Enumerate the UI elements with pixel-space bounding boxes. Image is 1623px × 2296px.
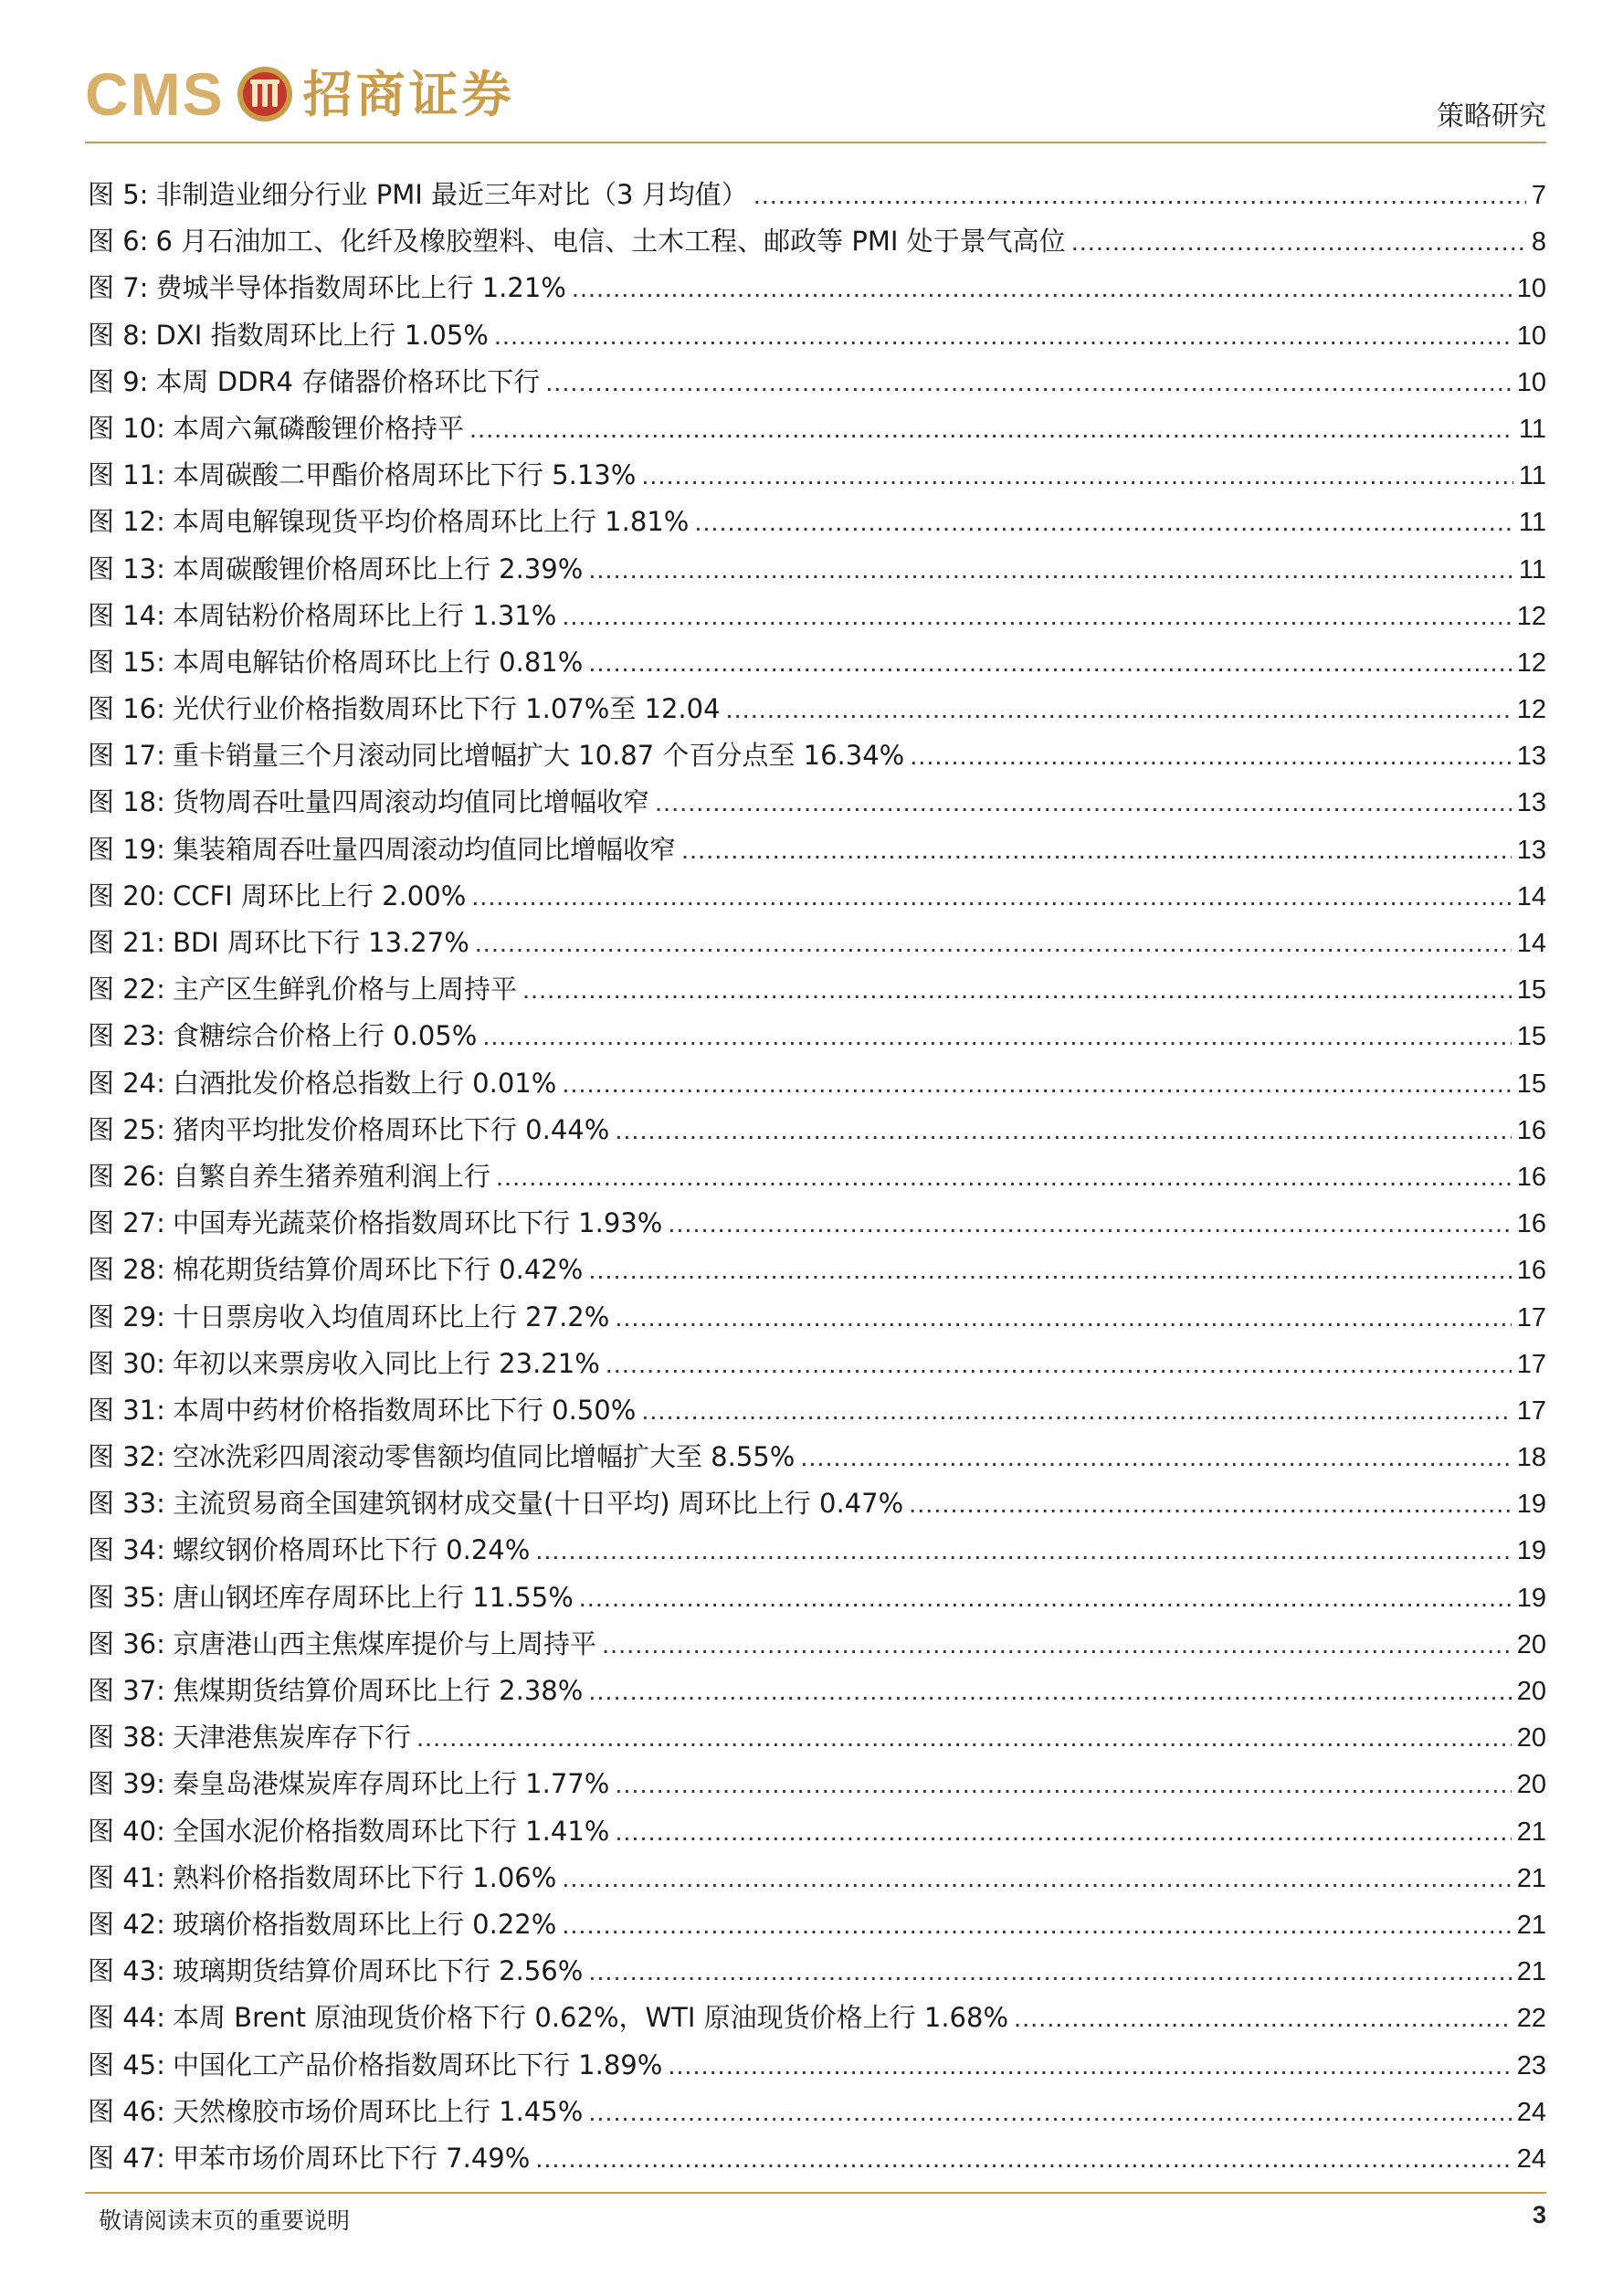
page-ref: 19 xyxy=(1516,1536,1546,1566)
toc-entry-text xyxy=(88,312,489,360)
dot-leader xyxy=(579,1575,1512,1622)
toc-entry[interactable] xyxy=(88,1153,1546,1200)
toc-entry-text xyxy=(88,405,464,453)
page-ref: 20 xyxy=(1516,1723,1546,1754)
page-ref: 15 xyxy=(1516,975,1546,1006)
dot-leader xyxy=(1014,1996,1512,2042)
page-ref: 11 xyxy=(1518,508,1546,538)
figure-title: 自繁自养生猪养殖利润上行 xyxy=(172,1160,490,1192)
cms-logo-mark-icon xyxy=(236,65,294,123)
figure-number: 图 10: xyxy=(88,412,165,444)
toc-entry-text xyxy=(88,546,583,594)
page-ref: 21 xyxy=(1516,1910,1546,1940)
figure-number: 图 13: xyxy=(88,553,165,585)
figure-number: 图 47: xyxy=(88,2142,165,2174)
toc-entry-text xyxy=(88,2089,583,2136)
toc-entry[interactable] xyxy=(88,452,1546,499)
dot-leader xyxy=(909,1481,1512,1528)
toc-entry-text xyxy=(88,1341,600,1388)
page-ref: 16 xyxy=(1516,1162,1546,1192)
figure-number: 图 44: xyxy=(88,2002,165,2034)
toc-entry[interactable] xyxy=(88,1247,1546,1293)
toc-entry-text xyxy=(88,1387,636,1435)
page-ref: 17 xyxy=(1516,1302,1546,1332)
dot-leader xyxy=(602,1622,1512,1669)
toc-entry[interactable] xyxy=(88,265,1546,311)
dot-leader xyxy=(668,1201,1511,1248)
page-ref: 14 xyxy=(1516,929,1546,958)
dot-leader xyxy=(471,874,1511,921)
toc-entry[interactable] xyxy=(88,593,1546,639)
dot-leader xyxy=(694,500,1513,546)
dot-leader xyxy=(562,594,1511,640)
toc-entry-text xyxy=(88,827,676,874)
figure-title: 本周碳酸锂价格周环比上行 2.39% xyxy=(172,553,584,585)
logo-chinese-text: 招商证券 xyxy=(302,65,515,123)
figure-title: 6 月石油加工、化纤及橡胶塑料、电信、土木工程、邮政等 PMI 处于景气高位 xyxy=(155,226,1066,258)
dot-leader xyxy=(726,687,1512,733)
toc-entry[interactable] xyxy=(88,218,1546,265)
toc-entry-text xyxy=(88,1294,609,1342)
toc-entry[interactable] xyxy=(88,1341,1546,1387)
header-divider xyxy=(85,142,1546,143)
figure-title: 白酒批发价格总指数上行 0.01% xyxy=(172,1067,557,1099)
page-ref: 7 xyxy=(1531,181,1546,210)
figure-number: 图 32: xyxy=(88,1441,165,1473)
dot-leader xyxy=(475,921,1512,967)
dot-leader xyxy=(615,1809,1511,1856)
toc-entry[interactable] xyxy=(88,827,1546,873)
figure-number: 图 38: xyxy=(88,1722,165,1754)
toc-entry-text xyxy=(88,1013,477,1060)
figure-title: 年初以来票房收入同比上行 23.21% xyxy=(172,1347,600,1379)
disclaimer-note: 敬请阅读末页的重要说明 xyxy=(99,2207,351,2234)
figure-title: 甲苯市场价周环比下行 7.49% xyxy=(172,2142,531,2174)
toc-entry-text xyxy=(88,779,649,827)
figure-title: 主流贸易商全国建筑钢材成交量(十日平均) 周环比上行 0.47% xyxy=(172,1488,904,1520)
dot-leader xyxy=(606,1342,1512,1388)
page-ref: 18 xyxy=(1516,1443,1546,1473)
page-ref: 22 xyxy=(1516,2004,1546,2034)
figure-title: 天然橡胶市场价周环比上行 1.45% xyxy=(172,2095,584,2127)
toc-entry[interactable] xyxy=(88,1480,1546,1527)
dot-leader xyxy=(482,1014,1511,1060)
toc-entry-text xyxy=(88,1808,609,1856)
figure-title: 秦皇岛港煤炭库存周环比上行 1.77% xyxy=(172,1768,610,1800)
toc-entry-text xyxy=(88,359,540,406)
toc-entry[interactable] xyxy=(88,2089,1546,2135)
dot-leader xyxy=(588,547,1513,594)
figure-title: 本周电解镍现货平均价格周环比上行 1.81% xyxy=(172,506,690,538)
figure-title: 货物周吞吐量四周滚动均值同比增幅收窄 xyxy=(172,786,649,818)
figure-number: 图 17: xyxy=(88,740,165,772)
figure-number: 图 23: xyxy=(88,1020,165,1052)
figure-number: 图 41: xyxy=(88,1861,165,1893)
toc-entry-text xyxy=(88,966,517,1014)
figure-title: 中国化工产品价格指数周环比下行 1.89% xyxy=(172,2048,663,2080)
figure-title: 猪肉平均批发价格周环比下行 0.44% xyxy=(172,1113,610,1145)
figure-number: 图 28: xyxy=(88,1254,165,1286)
figure-title: 本周六氟磷酸锂价格持平 xyxy=(172,412,464,444)
toc-entry-text xyxy=(88,1060,556,1108)
toc-entry[interactable] xyxy=(88,2042,1546,2089)
figure-title: 全国水泥价格指数周环比下行 1.41% xyxy=(172,1815,610,1847)
toc-entry[interactable] xyxy=(88,312,1546,359)
figure-title: 空冰洗彩四周滚动零售额均值同比增幅扩大至 8.55% xyxy=(172,1441,796,1473)
page-ref: 11 xyxy=(1518,461,1546,491)
figure-number: 图 24: xyxy=(88,1067,165,1099)
dot-leader xyxy=(754,173,1526,219)
page-ref: 10 xyxy=(1516,367,1546,397)
toc-entry-text xyxy=(88,1200,662,1248)
toc-entry[interactable] xyxy=(88,405,1546,452)
toc-entry[interactable] xyxy=(88,779,1546,826)
figure-title: 十日票房收入均值周环比上行 27.2% xyxy=(172,1301,610,1332)
page-ref: 16 xyxy=(1516,1256,1546,1286)
dot-leader xyxy=(535,1528,1511,1575)
dot-leader xyxy=(655,780,1512,827)
toc-entry-text xyxy=(88,1855,556,1902)
figure-title: 集装箱周吞吐量四周滚动均值同比增幅收窄 xyxy=(172,833,676,865)
dot-leader xyxy=(588,640,1511,687)
toc-entry[interactable] xyxy=(88,920,1546,966)
toc-entry-text xyxy=(88,1527,530,1575)
dot-leader xyxy=(668,2043,1511,2090)
page-ref: 21 xyxy=(1516,1957,1546,1987)
dot-leader xyxy=(615,1762,1511,1808)
figure-title: 食糖综合价格上行 0.05% xyxy=(172,1020,478,1052)
page-ref: 13 xyxy=(1516,742,1546,772)
figure-number: 图 14: xyxy=(88,599,165,631)
page-ref: 17 xyxy=(1516,1396,1546,1426)
footer-divider xyxy=(85,2192,1546,2194)
figure-title: 本周碳酸二甲酯价格周环比下行 5.13% xyxy=(172,459,637,491)
toc-entry[interactable] xyxy=(88,1013,1546,1059)
toc-entry[interactable] xyxy=(88,639,1546,686)
figure-number: 图 36: xyxy=(88,1627,165,1659)
page-header xyxy=(85,53,1546,144)
figure-title: 主产区生鲜乳价格与上周持平 xyxy=(172,974,517,1006)
dot-leader xyxy=(522,967,1512,1014)
figure-number: 图 18: xyxy=(88,786,165,818)
page-ref: 11 xyxy=(1518,554,1546,585)
page-ref: 21 xyxy=(1516,1863,1546,1893)
toc-entry-text xyxy=(88,1948,583,1996)
figure-title: 焦煤期货结算价周环比上行 2.38% xyxy=(172,1675,584,1706)
section-label: 策略研究 xyxy=(1437,100,1546,132)
figure-number: 图 35: xyxy=(88,1581,165,1613)
toc-entry[interactable] xyxy=(88,546,1546,593)
toc-entry-text xyxy=(88,686,721,733)
figure-title: 螺纹钢价格周环比下行 0.24% xyxy=(172,1534,531,1566)
figure-title: CCFI 周环比上行 2.00% xyxy=(172,879,467,911)
page-ref: 24 xyxy=(1516,2097,1546,2127)
toc-entry-text xyxy=(88,2135,530,2183)
dot-leader xyxy=(800,1435,1511,1481)
page-ref: 10 xyxy=(1516,321,1546,351)
page-ref: 16 xyxy=(1516,1115,1546,1145)
toc-entry-text xyxy=(88,2042,662,2090)
figure-title: 本周中药材价格指数周环比下行 0.50% xyxy=(172,1394,637,1426)
toc-entry[interactable] xyxy=(88,359,1546,405)
toc-entry-text xyxy=(88,1714,411,1762)
figure-title: 玻璃价格指数周环比上行 0.22% xyxy=(172,1908,557,1940)
figure-number: 图 46: xyxy=(88,2095,165,2127)
toc-entry[interactable] xyxy=(88,1621,1546,1668)
page-ref: 15 xyxy=(1516,1022,1546,1052)
page-ref: 19 xyxy=(1516,1490,1546,1520)
figure-title: 本周电解钴价格周环比上行 0.81% xyxy=(172,646,584,678)
page-ref: 13 xyxy=(1516,788,1546,818)
figure-title: 天津港焦炭库存下行 xyxy=(172,1722,411,1754)
toc-entry-text xyxy=(88,1575,574,1622)
dot-leader xyxy=(641,1388,1511,1435)
figure-number: 图 45: xyxy=(88,2048,165,2080)
figure-number: 图 39: xyxy=(88,1768,165,1800)
figure-title: 光伏行业价格指数周环比下行 1.07%至 12.04 xyxy=(172,693,721,725)
figure-number: 图 19: xyxy=(88,833,165,865)
figure-title: 棉花期货结算价周环比下行 0.42% xyxy=(172,1254,584,1286)
dot-leader xyxy=(562,1856,1511,1902)
figure-number: 图 21: xyxy=(88,927,165,958)
dot-leader xyxy=(588,1949,1511,1996)
figure-number: 图 26: xyxy=(88,1160,165,1192)
dot-leader xyxy=(1071,219,1526,266)
toc-entry[interactable] xyxy=(88,873,1546,920)
page-ref: 19 xyxy=(1516,1583,1546,1613)
figure-title: 熟料价格指数周环比下行 1.06% xyxy=(172,1861,557,1893)
toc-entry-text xyxy=(88,639,583,687)
toc-entry[interactable] xyxy=(88,1107,1546,1153)
dot-leader xyxy=(910,733,1512,780)
dot-leader xyxy=(572,266,1512,312)
figure-number: 图 27: xyxy=(88,1207,165,1239)
toc-entry-text xyxy=(88,1153,490,1201)
toc-entry-text xyxy=(88,1621,596,1669)
figure-number: 图 20: xyxy=(88,879,165,911)
toc-entry-text xyxy=(88,1107,609,1154)
figure-number: 图 37: xyxy=(88,1675,165,1706)
page-ref: 17 xyxy=(1516,1349,1546,1379)
toc-entry[interactable] xyxy=(88,1948,1546,1995)
figure-title: 玻璃期货结算价周环比下行 2.56% xyxy=(172,1955,584,1987)
figure-number: 图 25: xyxy=(88,1113,165,1145)
figure-title: 重卡销量三个月滚动同比增幅扩大 10.87 个百分点至 16.34% xyxy=(172,740,905,772)
toc-entry[interactable] xyxy=(88,1995,1546,2041)
toc-entry-text xyxy=(88,172,748,219)
figure-number: 图 33: xyxy=(88,1488,165,1520)
toc-entry[interactable] xyxy=(88,1761,1546,1807)
toc-entry[interactable] xyxy=(88,732,1546,779)
toc-entry[interactable] xyxy=(88,1387,1546,1434)
logo-text: CMS xyxy=(85,60,225,128)
toc-entry[interactable] xyxy=(88,1434,1546,1480)
figure-title: 本周钴粉价格周环比上行 1.31% xyxy=(172,599,557,631)
toc-entry[interactable] xyxy=(88,2135,1546,2182)
toc-entry-text xyxy=(88,1247,583,1294)
page-ref: 13 xyxy=(1516,835,1546,865)
page-ref: 8 xyxy=(1531,227,1546,258)
figure-number: 图 22: xyxy=(88,974,165,1006)
figure-number: 图 9: xyxy=(88,365,149,397)
figure-number: 图 42: xyxy=(88,1908,165,1940)
figure-number: 图 43: xyxy=(88,1955,165,1987)
toc-entry[interactable] xyxy=(88,1527,1546,1574)
figure-title: 本周 DDR4 存储器价格环比下行 xyxy=(155,365,541,397)
page-ref: 12 xyxy=(1516,695,1546,725)
page-ref: 12 xyxy=(1516,648,1546,678)
toc-entry[interactable] xyxy=(88,1200,1546,1247)
dot-leader xyxy=(562,1061,1511,1108)
dot-leader xyxy=(615,1108,1511,1154)
figure-number: 图 15: xyxy=(88,646,165,678)
toc-entry-text xyxy=(88,1761,609,1808)
figure-title: 本周 Brent 原油现货价格下行 0.62%，WTI 原油现货价格上行 1.68% xyxy=(172,2002,1009,2034)
toc-entry[interactable] xyxy=(88,1808,1546,1855)
figure-title: 中国寿光蔬菜价格指数周环比下行 1.93% xyxy=(172,1207,663,1239)
figure-number: 图 16: xyxy=(88,693,165,725)
figure-number: 图 8: xyxy=(88,319,149,351)
toc-entry-text xyxy=(88,1668,583,1715)
page-ref: 21 xyxy=(1516,1817,1546,1847)
toc-entry-text xyxy=(88,1480,903,1528)
dot-leader xyxy=(535,2136,1511,2183)
toc-entry-text xyxy=(88,732,904,780)
figure-number: 图 11: xyxy=(88,459,165,491)
toc-entry-text xyxy=(88,265,566,312)
page-ref: 11 xyxy=(1518,414,1546,444)
dot-leader xyxy=(681,827,1512,874)
dot-leader xyxy=(588,1669,1511,1715)
figure-number: 图 12: xyxy=(88,506,165,538)
dot-leader xyxy=(494,313,1512,360)
page-ref: 23 xyxy=(1516,2050,1546,2080)
figure-number: 图 34: xyxy=(88,1534,165,1566)
dot-leader xyxy=(469,406,1513,453)
dot-leader xyxy=(641,453,1513,500)
dot-leader xyxy=(588,1248,1511,1294)
toc-entry[interactable] xyxy=(88,1060,1546,1107)
toc-entry[interactable] xyxy=(88,686,1546,732)
page-ref: 12 xyxy=(1516,601,1546,631)
toc-entry-text xyxy=(88,1995,1008,2042)
page-ref: 10 xyxy=(1516,274,1546,304)
figure-title: 唐山钢坯库存周环比上行 11.55% xyxy=(172,1581,574,1613)
page-ref: 20 xyxy=(1516,1677,1546,1706)
page-ref: 14 xyxy=(1516,881,1546,911)
figure-title: 费城半导体指数周环比上行 1.21% xyxy=(155,272,566,304)
figure-number: 图 31: xyxy=(88,1394,165,1426)
dot-leader xyxy=(562,1902,1511,1949)
toc-entry[interactable] xyxy=(88,1294,1546,1341)
dot-leader xyxy=(416,1715,1512,1762)
dot-leader xyxy=(496,1154,1512,1201)
toc-entry-text xyxy=(88,1901,556,1949)
figure-title: 京唐港山西主焦煤库提价与上周持平 xyxy=(172,1627,596,1659)
figure-number: 图 6: xyxy=(88,226,149,258)
figure-number: 图 7: xyxy=(88,272,149,304)
page-number: 3 xyxy=(1532,2201,1546,2228)
toc-entry-text xyxy=(88,499,689,546)
dot-leader xyxy=(545,360,1512,406)
toc-entry[interactable] xyxy=(88,1901,1546,1948)
page-ref: 15 xyxy=(1516,1069,1546,1099)
figure-title: DXI 指数周环比上行 1.05% xyxy=(155,319,489,351)
page-ref: 24 xyxy=(1516,2143,1546,2174)
toc-entry-text xyxy=(88,1434,795,1481)
toc-entry-text xyxy=(88,920,469,967)
page-ref: 20 xyxy=(1516,1770,1546,1800)
toc-entry[interactable] xyxy=(88,172,1546,218)
cms-logo xyxy=(85,62,515,126)
figure-number: 图 5: xyxy=(88,179,149,210)
toc-entry[interactable] xyxy=(88,1668,1546,1714)
figure-number: 图 30: xyxy=(88,1347,165,1379)
figure-title: 非制造业细分行业 PMI 最近三年对比（3 月均值） xyxy=(155,179,748,210)
toc-entry[interactable] xyxy=(88,1714,1546,1761)
toc-entry-text xyxy=(88,452,636,500)
figure-number: 图 40: xyxy=(88,1815,165,1847)
toc-entry[interactable] xyxy=(88,966,1546,1013)
toc-entry[interactable] xyxy=(88,499,1546,545)
dot-leader xyxy=(615,1295,1511,1342)
toc-entry-text xyxy=(88,593,556,640)
figure-number: 图 29: xyxy=(88,1301,165,1332)
dot-leader xyxy=(588,2090,1511,2136)
toc-entry-text xyxy=(88,218,1066,266)
toc-entry[interactable] xyxy=(88,1855,1546,1901)
table-of-figures xyxy=(88,172,1546,2182)
page-ref: 16 xyxy=(1516,1209,1546,1239)
figure-title: BDI 周环比下行 13.27% xyxy=(172,927,469,958)
toc-entry[interactable] xyxy=(88,1575,1546,1621)
page-ref: 20 xyxy=(1516,1629,1546,1659)
toc-entry-text xyxy=(88,873,466,921)
